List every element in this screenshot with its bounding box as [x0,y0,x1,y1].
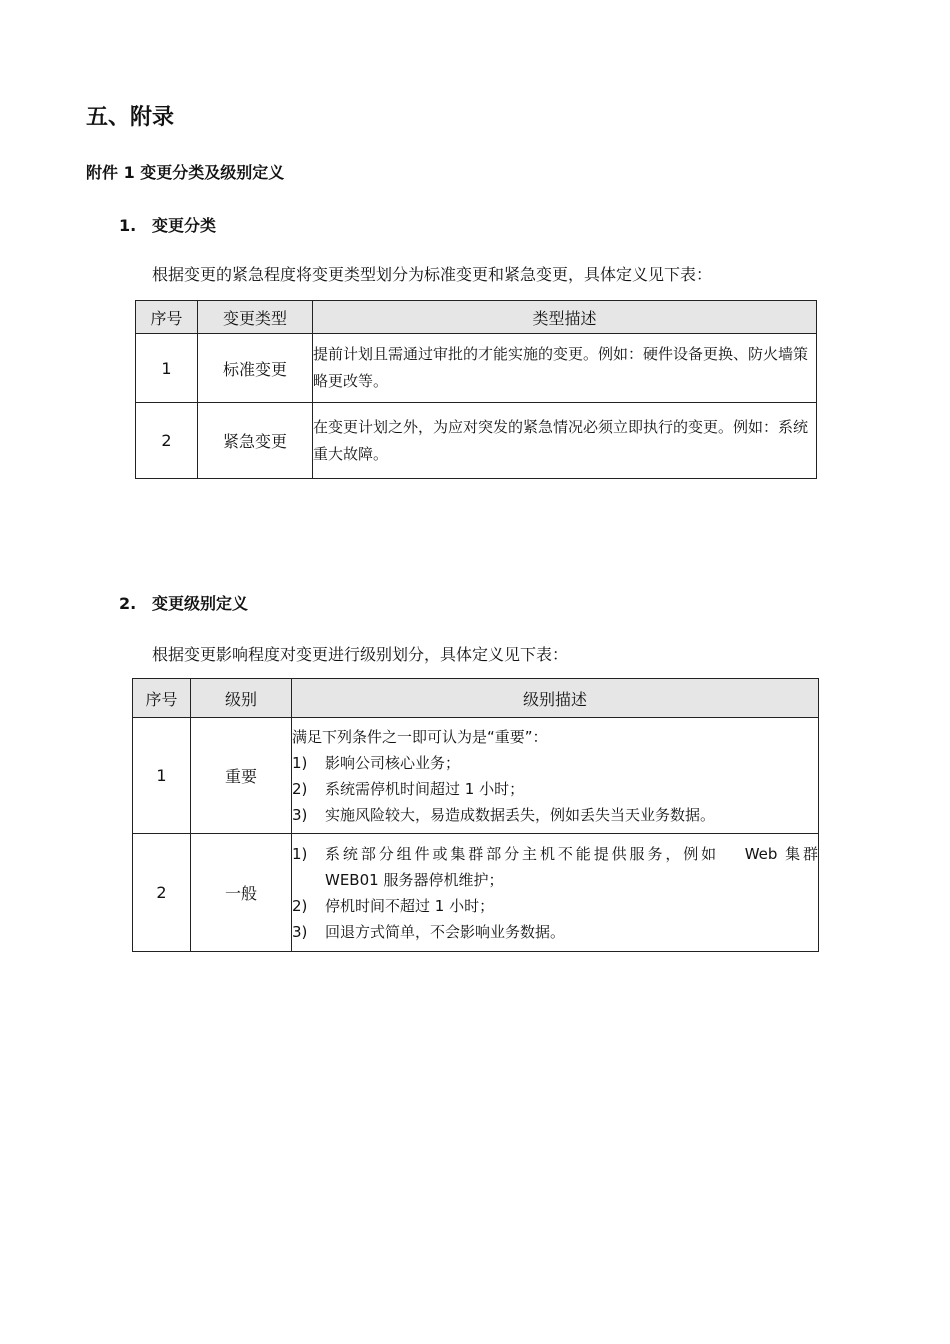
cell-level: 重要 [191,718,292,834]
list-item-number: 1) [292,753,308,772]
cell-desc: 在变更计划之外，为应对突发的紧急情况必须立即执行的变更。例如：系统重大故障。 [313,403,817,479]
cell-desc [292,834,819,952]
section-1-intro: 根据变更的紧急程度将变更类型划分为标准变更和紧急变更，具体定义见下表： [152,265,713,284]
list-item-text: 停机时间不超过 1 小时； [325,896,495,915]
cell-no: 1 [133,718,191,834]
appendix-title: 附件 1 变更分类及级别定义 [86,163,285,182]
list-item [292,919,818,945]
table-row [133,834,819,952]
list-item-text: 回退方式简单，不会影响业务数据。 [325,922,566,941]
cell-type: 紧急变更 [198,403,313,479]
cell-no: 2 [136,403,198,479]
cell-desc [292,718,819,834]
column-header-no: 序号 [133,679,191,718]
change-type-table [135,300,817,479]
column-header-desc: 级别描述 [292,679,819,718]
list-item [292,776,818,802]
section-1-number: 1. [119,216,137,235]
column-header-type: 变更类型 [198,301,313,334]
column-header-level: 级别 [191,679,292,718]
list-item [292,750,818,776]
list-item [292,841,818,893]
section-2-number: 2. [119,594,137,613]
list-item [292,893,818,919]
section-1-title: 变更分类 [152,216,217,235]
list-item-number: 1) [292,844,308,863]
section-1-heading [119,213,216,236]
column-header-desc: 类型描述 [313,301,817,334]
list-item-text [325,841,818,893]
column-header-no: 序号 [136,301,198,334]
change-level-table [132,678,819,952]
list-item-number: 2) [292,896,308,915]
list-item-text-line-1: 系统部分组件或集群部分主机不能提供服务，例如 Web 集群 [325,844,818,863]
list-item-text: 实施风险较大，易造成数据丢失，例如丢失当天业务数据。 [325,805,716,824]
desc-lead: 满足下列条件之一即可认为是“重要”： [292,727,548,746]
cell-no: 1 [136,334,198,403]
cell-no: 2 [133,834,191,952]
list-item-text: 影响公司核心业务； [325,753,461,772]
cell-type: 标准变更 [198,334,313,403]
list-item-text-line-2: WEB01 服务器停机维护； [325,870,504,889]
cell-level: 一般 [191,834,292,952]
table-row [136,403,817,479]
table-header-row [133,679,819,718]
list-item-text: 系统需停机时间超过 1 小时； [325,779,525,798]
list-item-number: 3) [292,805,308,824]
list-item [292,802,818,828]
section-2-title: 变更级别定义 [152,594,249,613]
table-row [136,334,817,403]
table-row [133,718,819,834]
cell-desc: 提前计划且需通过审批的才能实施的变更。例如：硬件设备更换、防火墙策略更改等。 [313,334,817,403]
list-item-number: 3) [292,922,308,941]
table-header-row [136,301,817,334]
page-heading: 五、附录 [86,105,175,130]
list-item-number: 2) [292,779,308,798]
section-2-intro: 根据变更影响程度对变更进行级别划分，具体定义见下表： [152,645,569,664]
section-2-heading [119,591,248,614]
